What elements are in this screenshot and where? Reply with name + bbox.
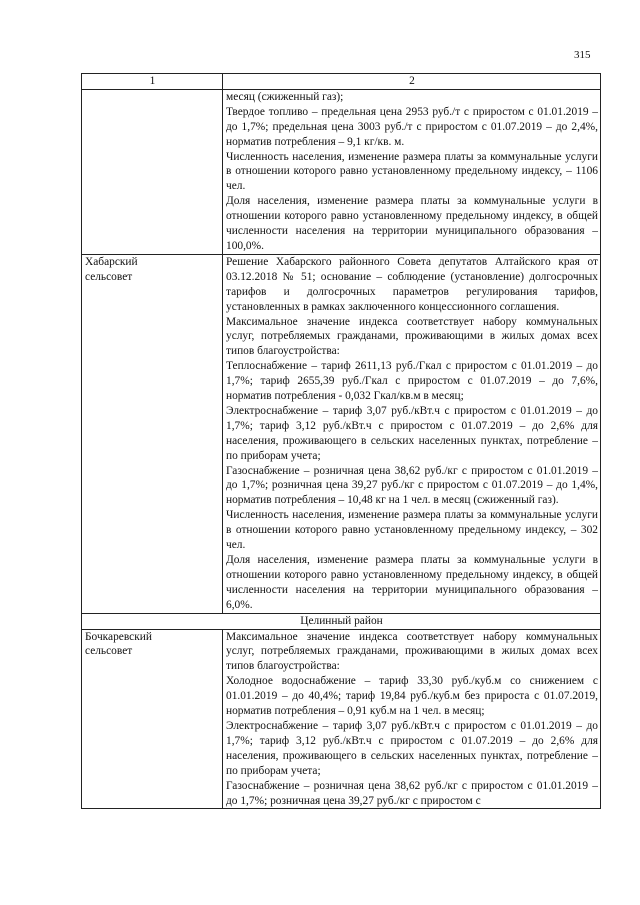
description-cell [223,629,601,809]
description-paragraph: Газоснабжение – розничная цена 38,62 руб./кг с приростом с 01.01.2019 – до 1,7%; розничная цена 39,27 руб./кг с приростом с 01.07.2019 – до 1,4%, норматив потребления – 10,48 кг на 1 чел. в месяц (сжиженный газ). [226,464,598,507]
header-row [82,74,601,90]
description-cell [223,254,601,613]
header-cell-2: 2 [223,74,601,90]
description-paragraph: Твердое топливо – предельная цена 2953 руб./т с приростом с 01.01.2019 – до 1,7%; предельная цена 3003 руб./т с приростом с 01.07.2019 – до 2,4%, норматив потребления – 9,1 кг/кв. м. [226,105,598,148]
municipality-name-line: Хабарский [85,255,138,268]
description-paragraph: Максимальное значение индекса соответствует набору коммунальных услуг, потребляемых гражданами, проживающими в жилых домах всех типов благоустройства: [226,315,598,358]
description-paragraph: Электроснабжение – тариф 3,07 руб./кВт.ч с приростом с 01.01.2019 – до 1,7%; тариф 3,12 руб./кВт.ч с приростом с 01.07.2019 – до 2,6% для населения, проживающего в сельских населенных пунктах, потребление – по приборам учета; [226,404,598,462]
municipality-cell [82,629,223,809]
table-row [82,254,601,613]
municipality-cell [82,89,223,254]
description-paragraph: Численность населения, изменение размера платы за коммунальные услуги в отношении которого равно установленному предельному индексу, – 302 чел. [226,509,598,552]
table-row [82,89,601,254]
page-number: 315 [574,49,591,61]
description-paragraph: Электроснабжение – тариф 3,07 руб./кВт.ч с приростом с 01.01.2019 – до 1,7%; тариф 3,12 руб./кВт.ч с приростом с 01.07.2019 – до 2,6% для населения, проживающего в сельских населенных пунктах, потребление – по приборам учета; [226,719,598,777]
description-cell [223,89,601,254]
description-paragraph: Численность населения, изменение размера платы за коммунальные услуги в отношении которого равно установленному предельному индексу, – 1106 чел. [226,150,598,193]
table-row [82,629,601,809]
description-paragraph: Теплоснабжение – тариф 2611,13 руб./Гкал с приростом с 01.01.2019 – до 1,7%; тариф 2655,39 руб./Гкал с приростом с 01.07.2019 – до 7,6%, норматив потребления - 0,032 Гкал/кв.м в месяц; [226,360,598,403]
description-paragraph: Газоснабжение – розничная цена 38,62 руб./кг с приростом с 01.01.2019 – до 1,7%; розничная цена 39,27 руб./кг с приростом с [226,779,598,807]
tariff-table [81,73,601,809]
description-paragraph: Максимальное значение индекса соответствует набору коммунальных услуг, потребляемых гражданами, проживающими в жилых домах всех типов благоустройства: [226,630,598,673]
description-paragraph: Доля населения, изменение размера платы за коммунальные услуги в отношении которого равно установленному предельному индексу, в общей численности населения на территории муниципального образования – 6,0%. [226,554,598,611]
municipality-cell [82,254,223,613]
description-paragraph: Доля населения, изменение размера платы за коммунальные услуги в отношении которого равно установленному предельному индексу, в общей численности населения на территории муниципального образования – 100,0%. [226,195,598,252]
region-row [82,613,601,629]
description-paragraph: Решение Хабарского районного Совета депутатов Алтайского края от 03.12.2018 № 51; основание – соблюдение (установление) долгосрочных тарифов и долгосрочных параметров регулирования тарифов, установленных в рамках заключенного концессионного соглашения. [226,255,598,313]
table-body [82,74,601,809]
municipality-name-line: сельсовет [85,270,133,283]
description-paragraph: месяц (сжиженный газ); [226,90,344,103]
header-cell-1: 1 [82,74,223,90]
region-heading: Целинный район [82,613,601,629]
municipality-name-line: сельсовет [85,645,133,658]
municipality-name-line: Бочкаревский [85,630,152,643]
description-paragraph: Холодное водоснабжение – тариф 33,30 руб./куб.м со снижением с 01.01.2019 – до 40,4%; тариф 19,84 руб./куб.м без прироста с 01.07.2019, норматив потребления – 0,91 куб.м на 1 чел. в месяц; [226,675,598,718]
